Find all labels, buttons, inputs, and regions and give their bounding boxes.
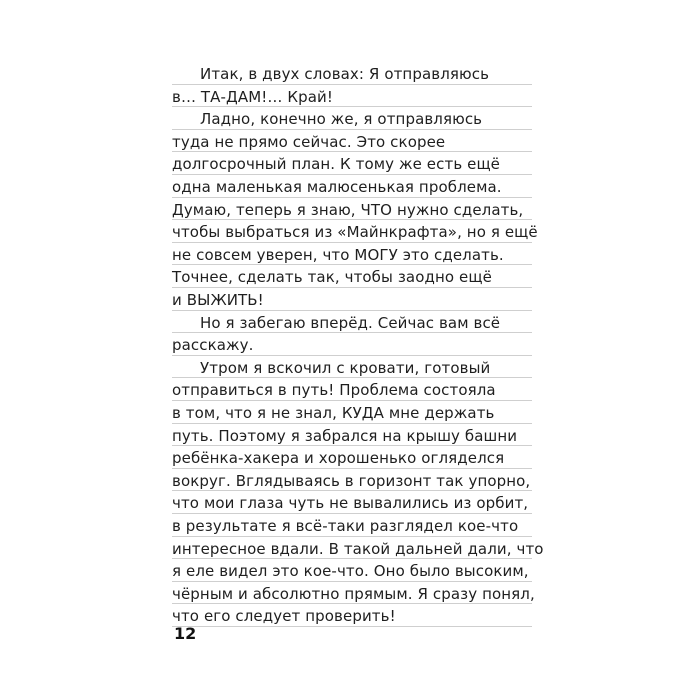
text-line: не совсем уверен, что МОГУ это сделать. (172, 245, 504, 264)
text-line: Точнее, сделать так, чтобы заодно ещё (172, 268, 492, 287)
text-line: вокруг. Вглядываясь в горизонт так упорно, (172, 471, 531, 490)
text-line: я еле видел это кое-что. Оно было высоким, (172, 562, 529, 581)
text-line: в результате я всё-таки разглядел кое-что (172, 517, 519, 535)
text-line: туда не прямо сейчас. Это скорее (172, 132, 446, 151)
text-line: что мои глаза чуть не вывалились из орбит, (172, 494, 529, 513)
text-line: и ВЫЖИТЬ! (172, 291, 264, 309)
text-line: долгосрочный план. К тому же есть ещё (172, 155, 501, 174)
text-line: в… ТА-ДАМ!… Край! (172, 87, 333, 106)
text-line: интересное вдали. В такой дальней дали, что (172, 539, 544, 558)
text-line: отправиться в путь! Проблема состояла (172, 381, 496, 400)
text-line: чёрным и абсолютно прямым. Я сразу понял, (172, 584, 535, 603)
text-line: чтобы выбраться из «Майнкрафта», но я ещё (172, 223, 538, 242)
text-line: что его следует проверить! (172, 607, 396, 626)
text-line: путь. Поэтому я забрался на крышу башни (172, 426, 518, 445)
text-line: Думаю, теперь я знаю, ЧТО нужно сделать, (172, 200, 524, 219)
text-line: ребёнка-хакера и хорошенько огляделся (172, 449, 505, 468)
text-line: Но я забегаю вперёд. Сейчас вам всё (200, 313, 501, 332)
text-line: одна маленькая малюсенькая проблема. (172, 178, 502, 196)
text-line: Ладно, конечно же, я отправляюсь (200, 110, 483, 129)
text-line: Утром я вскочил с кровати, готовый (200, 358, 491, 377)
text-line: Итак, в двух словах: Я отправляюсь (200, 65, 490, 83)
text-line: в том, что я не знал, КУДА мне держать (172, 404, 495, 422)
text-line: расскажу. (172, 336, 254, 355)
page-number: 12 (174, 624, 197, 643)
